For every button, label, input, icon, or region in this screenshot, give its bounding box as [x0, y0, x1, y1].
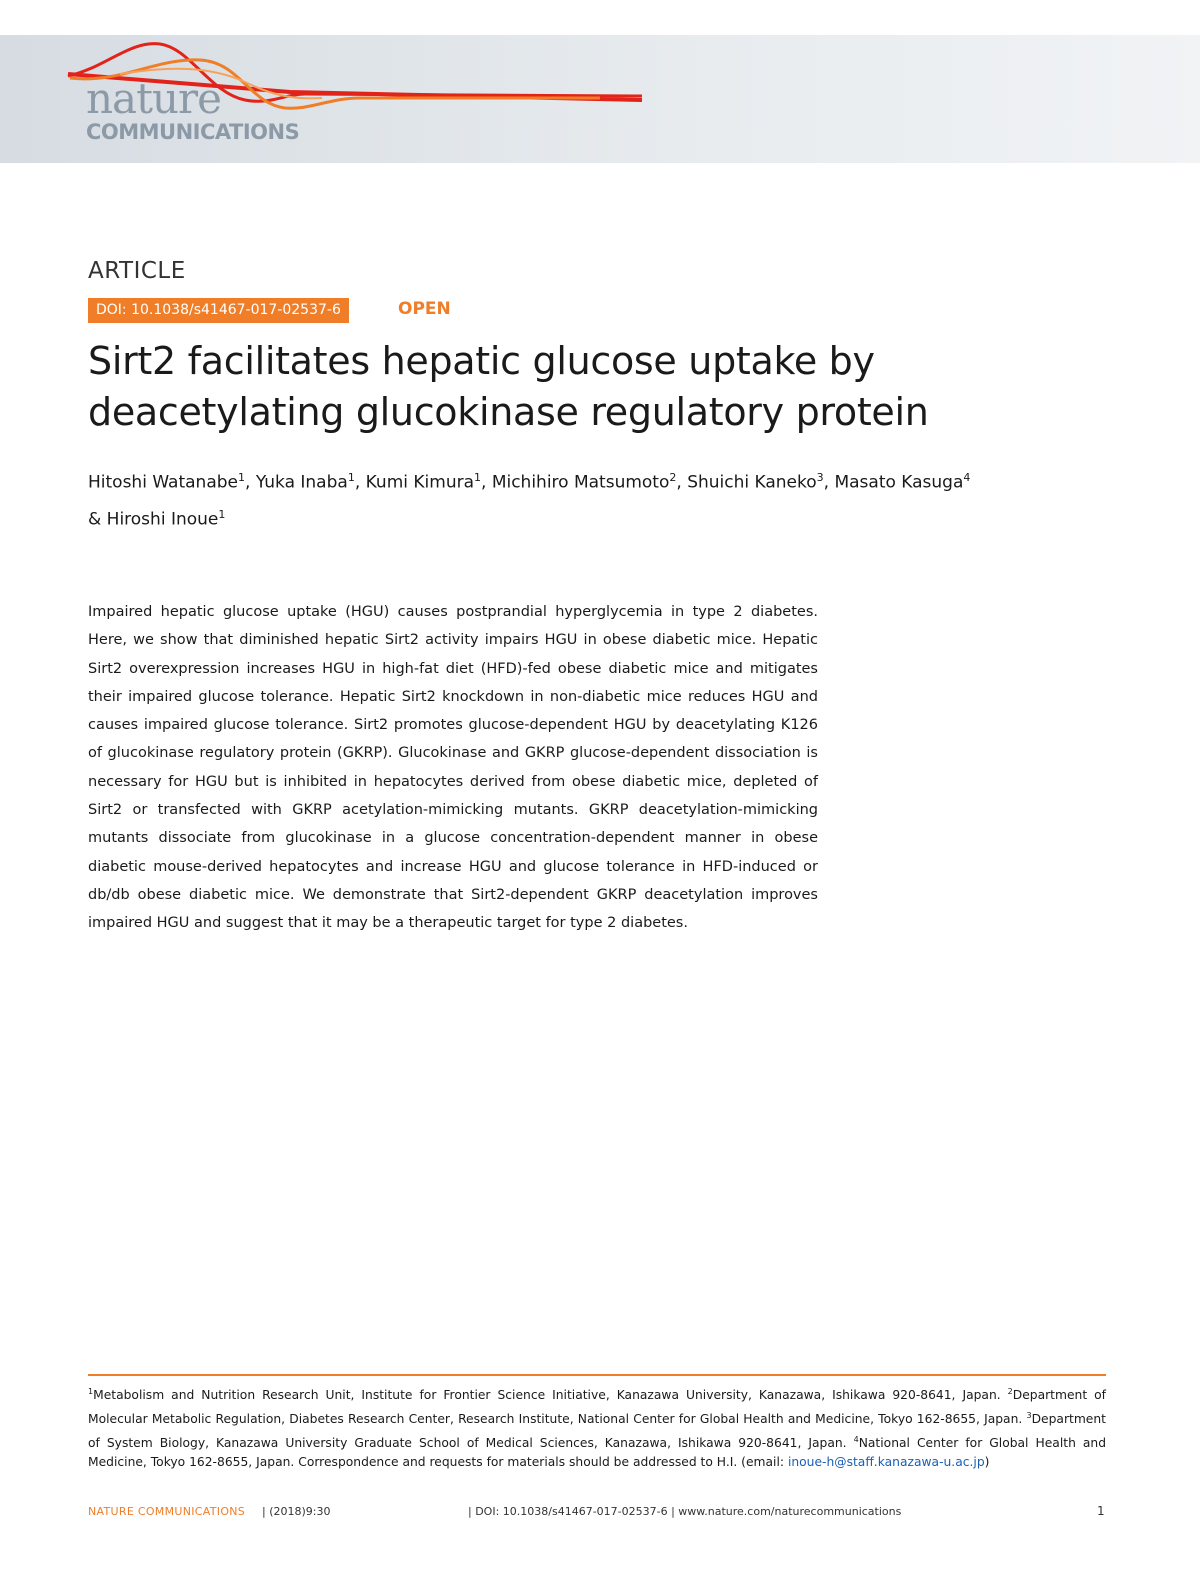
author-separator: , — [676, 472, 688, 493]
footer-page-number: 1 — [1097, 1504, 1105, 1518]
footnote-divider — [88, 1374, 1106, 1376]
open-access-label: OPEN — [398, 299, 451, 319]
affiliation-text: National Center for Global Health and Medicine, Tokyo 162-8655, Japan. — [88, 1435, 1106, 1470]
author-name[interactable]: Shuichi Kaneko — [687, 472, 817, 493]
author-separator: , — [823, 472, 835, 493]
author-affiliation-marker: 1 — [238, 471, 245, 484]
logo-wordmark-nature: nature — [86, 74, 221, 123]
logo-wordmark-communications: COMMUNICATIONS — [86, 120, 300, 144]
correspondence-text: Correspondence and requests for materials should be addressed to H.I. (email: — [298, 1455, 788, 1470]
affiliation-number: 3 — [1026, 1410, 1032, 1420]
affiliation-number: 1 — [88, 1387, 94, 1396]
author-name[interactable]: & Hiroshi Inoue — [88, 509, 219, 530]
author-affiliation-marker: 1 — [474, 471, 481, 484]
author-name[interactable]: Masato Kasuga — [834, 472, 964, 493]
footer-journal-name: NATURE COMMUNICATIONS — [88, 1505, 246, 1518]
affiliation-text: Department of System Biology, Kanazawa University Graduate School of Medical Sciences, Kanazawa, Ishikawa 920-8641, Japan. — [88, 1411, 1106, 1450]
affiliation-footnotes — [88, 1382, 1106, 1473]
affiliation-text: Metabolism and Nutrition Research Unit, Institute for Frontier Science Initiative, Kanazawa University, Kanazawa, Ishikawa 920-8641, Japan. — [93, 1388, 1008, 1403]
affiliation-number: 2 — [1007, 1387, 1013, 1396]
author-name[interactable]: Hitoshi Watanabe — [88, 472, 238, 493]
correspondence-close: ) — [984, 1455, 990, 1470]
author-list — [88, 462, 1108, 535]
author-affiliation-marker: 1 — [218, 507, 226, 521]
affiliation-number: 4 — [853, 1434, 859, 1444]
author-affiliation-marker: 2 — [669, 471, 677, 484]
footer-doi-url[interactable]: | DOI: 10.1038/s41467-017-02537-6 | www.nature.com/naturecommunications — [468, 1505, 902, 1518]
author-affiliation-marker: 3 — [816, 471, 824, 484]
author-separator: , — [245, 472, 256, 493]
footer-issue: | (2018)9:30 — [262, 1505, 331, 1518]
article-type-label: ARTICLE — [88, 258, 186, 284]
author-affiliation-marker: 1 — [347, 471, 355, 484]
correspondence-email-link[interactable]: inoue-h@staff.kanazawa-u.ac.jp — [787, 1455, 985, 1470]
author-name[interactable]: Michihiro Matsumoto — [491, 472, 670, 493]
author-separator: , — [354, 472, 366, 493]
author-name[interactable]: Kumi Kimura — [365, 472, 474, 493]
affiliation-text: Department of Molecular Metabolic Regulation, Diabetes Research Center, Research Institute, National Center for Global Health and Medicine, Tokyo 162-8655, Japan. — [88, 1388, 1106, 1426]
author-name[interactable]: Yuka Inaba — [255, 472, 348, 493]
abstract-text: Impaired hepatic glucose uptake (HGU) causes postprandial hyperglycemia in type 2 diabetes. Here, we show that diminished hepatic Sirt2 activity impairs HGU in obese diabetic mice. Hepatic Sirt2 overexpression increases HGU in high-fat diet (HFD)-fed obese diabetic mice and mitigates their impaired glucose tolerance. Hepatic Sirt2 knockdown in non-diabetic mice reduces HGU and causes impaired glucose tolerance. Sirt2 promotes glucose-dependent HGU by deacetylating K126 of glucokinase regulatory protein (GKRP). Glucokinase and GKRP glucose-dependent dissociation is necessary for HGU but is inhibited in hepatocytes derived from obese diabetic mice, depleted of Sirt2 or transfected with GKRP acetylation-mimicking mutants. GKRP deacetylation-mimicking mutants dissociate from glucokinase in a glucose concentration-dependent manner in obese diabetic mouse-derived hepatocytes and increase HGU and glucose tolerance in HFD-induced or db/db obese diabetic mice. We demonstrate that Sirt2-dependent GKRP deacetylation improves impaired HGU and suggest that it may be a therapeutic target for type 2 diabetes. — [88, 604, 818, 932]
author-separator: , — [481, 472, 492, 493]
author-affiliation-marker: 4 — [963, 471, 971, 484]
article-title: Sirt2 facilitates hepatic glucose uptake by deacetylating glucokinase regulatory protein — [88, 339, 929, 434]
doi-badge[interactable]: DOI: 10.1038/s41467-017-02537-6 — [88, 298, 349, 323]
